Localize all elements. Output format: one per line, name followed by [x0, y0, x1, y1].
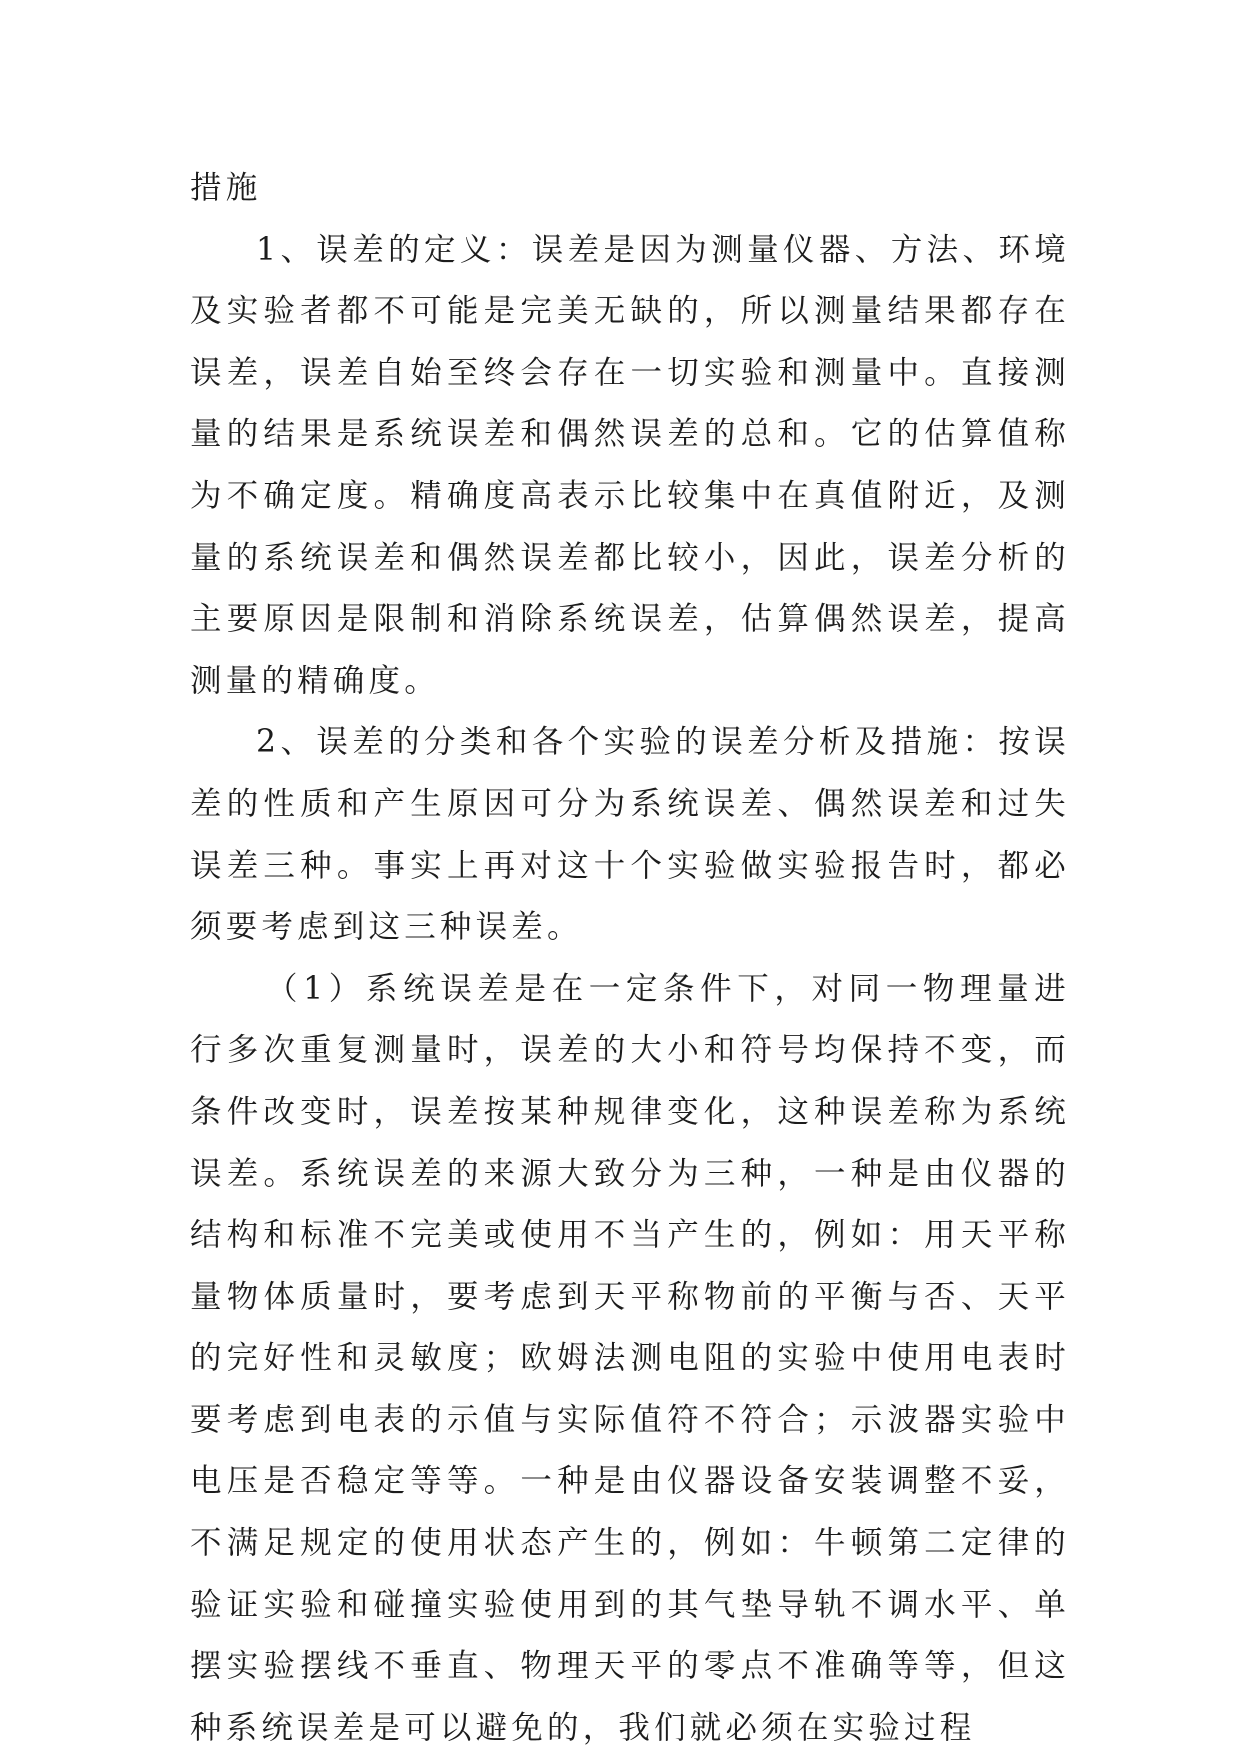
paragraph-error-definition: 1、误差的定义：误差是因为测量仪器、方法、环境及实验者都不可能是完美无缺的，所以测量结果都存在误差，误差自始至终会存在一切实验和测量中。直接测量的结果是系统误差和偶然误差的总和。它的估算值称为不确定度。精确度高表示比较集中在真值附近，及测量的系统误差和偶然误差都比较小，因此，误差分析的主要原因是限制和消除系统误差，估算偶然误差，提高测量的精确度。: [190, 231, 1070, 699]
document-body: [190, 158, 1070, 1759]
paragraph-systematic-error: （1）系统误差是在一定条件下，对同一物理量进行多次重复测量时，误差的大小和符号均保持不变，而条件改变时，误差按某种规律变化，这种误差称为系统误差。系统误差的来源大致分为三种，一种是由仪器的结构和标准不完美或使用不当产生的，例如：用天平称量物体质量时，要考虑到天平称物前的平衡与否、天平的完好性和灵敏度；欧姆法测电阻的实验中使用电表时要考虑到电表的示值与实际值符不符合；示波器实验中电压是否稳定等等。一种是由仪器设备安装调整不妥，不满足规定的使用状态产生的，例如：牛顿第二定律的验证实验和碰撞实验使用到的其气垫导轨不调水平、单摆实验摆线不垂直、物理天平的零点不准确等等，但这种系统误差是可以避免的，我们就必须在实验过程: [190, 970, 1070, 1746]
paragraph-heading-fragment: 措施: [190, 170, 262, 206]
paragraph-error-classification: 2、误差的分类和各个实验的误差分析及措施：按误差的性质和产生原因可分为系统误差、偶然误差和过失误差三种。事实上再对这十个实验做实验报告时，都必须要考虑到这三种误差。: [190, 724, 1070, 946]
